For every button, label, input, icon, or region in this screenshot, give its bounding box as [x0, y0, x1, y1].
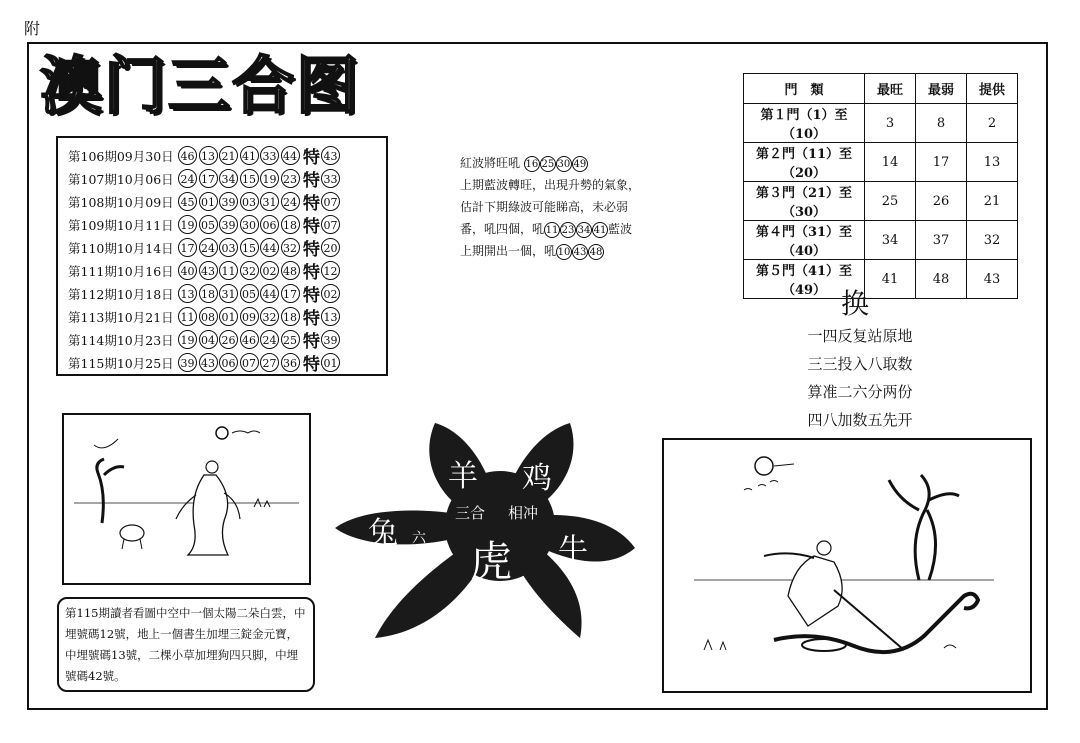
special-ball: 12 — [321, 261, 340, 280]
draw-label: 第106期09月30日 — [68, 148, 174, 164]
label-xiangchong: 相冲 — [508, 504, 539, 522]
prediction-ball: 23 — [560, 222, 576, 238]
number-ball: 18 — [199, 284, 218, 303]
prediction-ball: 10 — [556, 244, 572, 260]
number-ball: 24 — [199, 238, 218, 257]
section-cell-label: 第５門（41）至（49） — [744, 260, 865, 299]
number-ball: 03 — [240, 192, 259, 211]
number-ball: 32 — [260, 307, 279, 326]
draw-label: 第111期10月16日 — [68, 263, 174, 279]
number-ball: 32 — [281, 238, 300, 257]
draw-label: 第114期10月23日 — [68, 332, 174, 348]
header-pick: 提供 — [967, 74, 1018, 104]
number-ball: 02 — [260, 261, 279, 280]
number-ball: 01 — [219, 307, 238, 326]
special-marker: 特 — [303, 263, 320, 283]
number-ball: 17 — [199, 169, 218, 188]
number-ball: 46 — [240, 330, 259, 349]
number-ball: 44 — [281, 146, 300, 165]
label-sanhe: 三合 — [455, 504, 486, 522]
section-cell-min: 8 — [916, 104, 967, 143]
number-ball: 41 — [240, 146, 259, 165]
number-ball: 13 — [199, 146, 218, 165]
draw-row — [68, 190, 382, 213]
special-marker: 特 — [303, 171, 320, 191]
number-ball: 05 — [199, 215, 218, 234]
number-ball: 27 — [260, 353, 279, 372]
draw-row — [68, 236, 382, 259]
section-cell-pick: 13 — [967, 143, 1018, 182]
section-table-header — [744, 74, 1018, 104]
special-ball: 20 — [321, 238, 340, 257]
prediction-line-1-text: 紅波將旺吼 — [460, 156, 521, 170]
section-row — [744, 143, 1018, 182]
section-cell-min: 17 — [916, 143, 967, 182]
number-ball: 32 — [240, 261, 259, 280]
number-ball: 23 — [281, 169, 300, 188]
number-ball: 44 — [260, 238, 279, 257]
number-ball: 09 — [240, 307, 259, 326]
number-ball: 33 — [260, 146, 279, 165]
section-cell-pick: 43 — [967, 260, 1018, 299]
number-ball: 31 — [219, 284, 238, 303]
section-cell-pick: 21 — [967, 182, 1018, 221]
section-cell-min: 37 — [916, 221, 967, 260]
number-ball: 25 — [281, 330, 300, 349]
section-cell-label: 第２門（11）至（20） — [744, 143, 865, 182]
special-ball: 43 — [321, 146, 340, 165]
draw-label: 第112期10月18日 — [68, 286, 174, 302]
section-cell-max: 34 — [865, 221, 916, 260]
poem-line: 三三投入八取数 — [807, 355, 913, 373]
draw-row — [68, 144, 382, 167]
number-ball: 45 — [178, 192, 197, 211]
prediction-balls-5 — [556, 244, 604, 258]
draw-row — [68, 167, 382, 190]
number-ball: 15 — [240, 169, 259, 188]
prediction-line-2: 上期藍波轉旺，出現升勢的氣象， — [460, 178, 641, 192]
number-ball: 01 — [199, 192, 218, 211]
zodiac-ox: 牛 — [558, 533, 588, 568]
zodiac-goat: 羊 — [448, 459, 478, 494]
zodiac-rooster: 鸡 — [522, 461, 552, 496]
special-marker: 特 — [303, 148, 320, 168]
number-ball: 19 — [178, 330, 197, 349]
number-ball: 18 — [281, 307, 300, 326]
draw-row — [68, 259, 382, 282]
number-ball: 34 — [219, 169, 238, 188]
prediction-balls-4 — [544, 222, 608, 236]
number-ball: 04 — [199, 330, 218, 349]
section-cell-label: 第１門（1）至（10） — [744, 104, 865, 143]
scholar-drawing — [64, 415, 309, 583]
number-ball: 48 — [281, 261, 300, 280]
section-cell-max: 25 — [865, 182, 916, 221]
draw-row — [68, 351, 382, 374]
number-ball: 07 — [240, 353, 259, 372]
prediction-ball: 43 — [572, 244, 588, 260]
number-ball: 18 — [281, 215, 300, 234]
section-cell-pick: 2 — [967, 104, 1018, 143]
prediction-line-4 — [460, 218, 660, 240]
prediction-ball: 16 — [524, 156, 540, 172]
number-ball: 24 — [178, 169, 197, 188]
special-marker: 特 — [303, 286, 320, 306]
swordsman-drawing — [664, 440, 1030, 691]
draw-row — [68, 213, 382, 236]
prediction-line-4-suffix: 藍波 — [608, 222, 633, 236]
poem-line: 算准二六分两份 — [807, 383, 913, 401]
draw-label: 第115期10月25日 — [68, 355, 174, 371]
number-ball: 11 — [219, 261, 238, 280]
draw-history-box — [56, 136, 388, 376]
corner-mark: 附 — [24, 19, 41, 38]
prediction-text — [460, 152, 660, 262]
poem-title: 换 — [840, 287, 869, 320]
zodiac-tiger: 虎 — [470, 537, 513, 586]
poem-line: 一四反复站原地 — [807, 327, 913, 345]
section-cell-pick: 32 — [967, 221, 1018, 260]
prediction-line-4-text: 番，吼四個，吼 — [460, 222, 545, 236]
special-ball: 13 — [321, 307, 340, 326]
page-title: 澳门三合图 — [40, 49, 361, 122]
number-ball: 06 — [260, 215, 279, 234]
number-ball: 05 — [240, 284, 259, 303]
draw-row — [68, 282, 382, 305]
section-cell-min: 26 — [916, 182, 967, 221]
number-ball: 26 — [219, 330, 238, 349]
number-ball: 11 — [178, 307, 197, 326]
number-ball: 19 — [178, 215, 197, 234]
special-ball: 07 — [321, 215, 340, 234]
prediction-ball: 30 — [556, 156, 572, 172]
special-marker: 特 — [303, 194, 320, 214]
section-row — [744, 182, 1018, 221]
draw-label: 第113期10月21日 — [68, 309, 174, 325]
number-ball: 40 — [178, 261, 197, 280]
prediction-ball: 34 — [576, 222, 592, 238]
number-ball: 39 — [219, 192, 238, 211]
number-ball: 08 — [199, 307, 218, 326]
prediction-line-5-text: 上期開出一個，吼 — [460, 244, 557, 258]
number-ball: 43 — [199, 261, 218, 280]
prediction-balls-1 — [524, 156, 588, 170]
special-ball: 33 — [321, 169, 340, 188]
prediction-ball: 11 — [544, 222, 560, 238]
special-marker: 特 — [303, 355, 320, 375]
header-min: 最弱 — [916, 74, 967, 104]
number-ball: 30 — [240, 215, 259, 234]
number-ball: 39 — [178, 353, 197, 372]
special-marker: 特 — [303, 332, 320, 352]
special-ball: 02 — [321, 284, 340, 303]
section-cell-max: 14 — [865, 143, 916, 182]
draw-label: 第108期10月09日 — [68, 194, 174, 210]
section-cell-label: 第３門（21）至（30） — [744, 182, 865, 221]
number-ball: 44 — [260, 284, 279, 303]
prediction-ball: 49 — [572, 156, 588, 172]
number-ball: 21 — [219, 146, 238, 165]
number-ball: 36 — [281, 353, 300, 372]
reader-note: 第115期讀者看圖中空中一個太陽二朵白雲，中埋號碼12號，地上一個書生加埋三錠金元寶，中埋號碼13號，二棵小草加埋狗四只脚，中埋號碼42號。 — [57, 597, 315, 692]
number-ball: 03 — [219, 238, 238, 257]
section-row — [744, 221, 1018, 260]
prediction-ball: 25 — [540, 156, 556, 172]
section-cell-max: 3 — [865, 104, 916, 143]
section-cell-label: 第４門（31）至（40） — [744, 221, 865, 260]
header-max: 最旺 — [865, 74, 916, 104]
zodiac-rabbit: 兔 — [368, 516, 398, 551]
number-ball: 13 — [178, 284, 197, 303]
number-ball: 24 — [260, 330, 279, 349]
number-ball: 19 — [260, 169, 279, 188]
section-table — [743, 73, 1018, 299]
section-row — [744, 104, 1018, 143]
special-ball: 01 — [321, 353, 340, 372]
special-marker: 特 — [303, 217, 320, 237]
number-ball: 17 — [281, 284, 300, 303]
special-ball: 39 — [321, 330, 340, 349]
section-row — [744, 260, 1018, 299]
number-ball: 43 — [199, 353, 218, 372]
poem — [790, 322, 930, 434]
number-ball: 15 — [240, 238, 259, 257]
number-ball: 24 — [281, 192, 300, 211]
number-ball: 39 — [219, 215, 238, 234]
swordsman-illustration — [662, 438, 1032, 693]
number-ball: 46 — [178, 146, 197, 165]
draw-row — [68, 305, 382, 328]
zodiac-flower — [330, 408, 640, 648]
header-section: 門 類 — [744, 74, 865, 104]
number-ball: 31 — [260, 192, 279, 211]
draw-label: 第109期10月11日 — [68, 217, 174, 233]
special-marker: 特 — [303, 309, 320, 329]
prediction-ball: 48 — [588, 244, 604, 260]
number-ball: 17 — [178, 238, 197, 257]
scholar-illustration — [62, 413, 311, 585]
prediction-line-1 — [460, 152, 660, 174]
prediction-line-3: 估計下期綠波可能睇高，未必弱 — [460, 200, 629, 214]
prediction-ball: 41 — [592, 222, 608, 238]
draw-row — [68, 328, 382, 351]
number-ball: 06 — [219, 353, 238, 372]
prediction-line-5 — [460, 240, 660, 262]
draw-label: 第107期10月06日 — [68, 171, 174, 187]
section-cell-max: 41 — [865, 260, 916, 299]
draw-label: 第110期10月14日 — [68, 240, 174, 256]
special-ball: 07 — [321, 192, 340, 211]
section-cell-min: 48 — [916, 260, 967, 299]
label-liuhe: 六合 — [410, 530, 426, 558]
poem-line: 四八加数五先开 — [807, 411, 913, 429]
special-marker: 特 — [303, 240, 320, 260]
